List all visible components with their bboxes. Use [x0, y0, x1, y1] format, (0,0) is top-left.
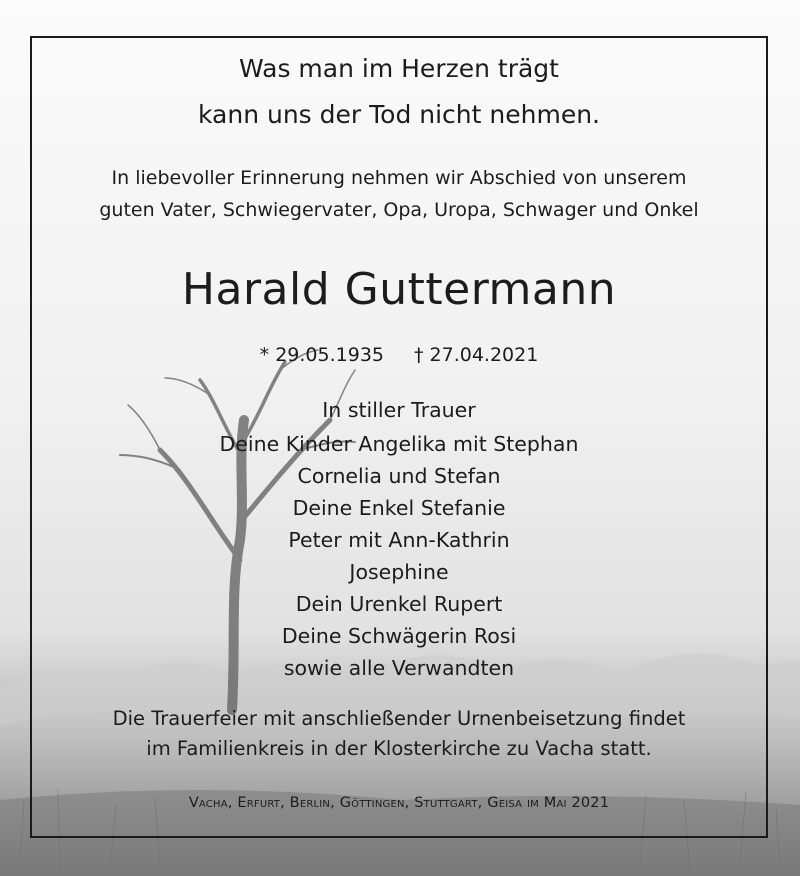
- motto-line-1: Was man im Herzen trägt: [239, 54, 559, 83]
- mourner-line: In stiller Trauer: [322, 398, 476, 422]
- service-line-2: im Familienkreis in der Klosterkirche zu Vacha statt.: [146, 737, 652, 760]
- mourner-line: Deine Kinder Angelika mit Stephan: [219, 432, 579, 456]
- intro-line-1: In liebevoller Erinnerung nehmen wir Abschied von unserem: [111, 167, 687, 189]
- motto-line-2: kann uns der Tod nicht nehmen.: [198, 100, 600, 129]
- mourner-line: Deine Enkel Stefanie: [292, 496, 506, 520]
- mourner-line: Dein Urenkel Rupert: [295, 592, 503, 616]
- mourner-line: sowie alle Verwandten: [283, 656, 515, 680]
- birth-date: * 29.05.1935: [259, 344, 384, 366]
- obituary-content: [30, 36, 768, 838]
- service-line-1: Die Trauerfeier mit anschließender Urnenbeisetzung findet: [112, 707, 686, 730]
- places-and-date: Vacha, Erfurt, Berlin, Göttingen, Stuttgart, Geisa im Mai 2021: [188, 795, 610, 811]
- mourner-line: Josephine: [349, 560, 449, 584]
- deceased-name: Harald Guttermann: [181, 264, 617, 315]
- mourner-line: Cornelia und Stefan: [297, 464, 501, 488]
- intro-line-2: guten Vater, Schwiegervater, Opa, Uropa, Schwager und Onkel: [99, 199, 699, 221]
- death-date: † 27.04.2021: [414, 344, 539, 366]
- mourner-line: Deine Schwägerin Rosi: [281, 624, 517, 648]
- mourner-line: Peter mit Ann-Kathrin: [288, 528, 510, 552]
- life-dates: [30, 342, 768, 368]
